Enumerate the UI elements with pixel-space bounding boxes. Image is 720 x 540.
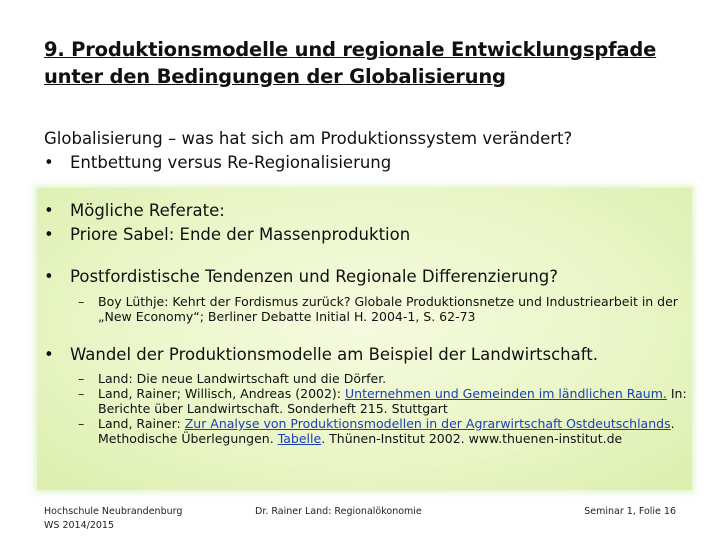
footer-institution-name: Hochschule Neubrandenburg bbox=[44, 506, 183, 517]
intro-bullet bbox=[44, 151, 694, 175]
slide-title: 9. Produktionsmodelle und regionale Entwicklungspfade unter den Bedingungen der Globalisierung bbox=[44, 38, 657, 88]
list-item bbox=[44, 223, 694, 247]
footer-semester: WS 2014/2015 bbox=[44, 520, 114, 531]
sub-list bbox=[78, 371, 694, 446]
intro-question: Globalisierung – was hat sich am Produktionssystem verändert? bbox=[44, 129, 573, 148]
sub-item-text: Land: Die neue Landwirtschaft und die Dörfer. bbox=[98, 371, 387, 386]
citation-suffix: In: Berichte über Landwirtschaft. Sonderheft 215. Stuttgart bbox=[98, 386, 687, 416]
list-item bbox=[44, 265, 694, 289]
dash-icon: – bbox=[78, 371, 85, 386]
footer-author: Dr. Rainer Land: Regionalökonomie bbox=[255, 506, 422, 517]
bullet-icon: • bbox=[44, 153, 54, 172]
link-unternehmen-gemeinden[interactable]: Unternehmen und Gemeinden im ländlichen Raum. bbox=[345, 386, 667, 401]
item-priore-sabel: Priore Sabel: Ende der Massenproduktion bbox=[70, 225, 411, 244]
sub-item-text bbox=[98, 416, 675, 446]
sub-item-land-willisch bbox=[78, 386, 694, 416]
sub-list bbox=[78, 294, 694, 324]
bullet-icon: • bbox=[44, 345, 54, 364]
sub-item-land-doerfer bbox=[78, 371, 694, 386]
footer-slide-number: Seminar 1, Folie 16 bbox=[584, 506, 676, 517]
item-referate: Mögliche Referate: bbox=[70, 201, 225, 220]
bullet-icon: • bbox=[44, 225, 54, 244]
list-item bbox=[44, 343, 694, 367]
citation-suffix: . Thünen-Institut 2002. www.thuenen-institut.de bbox=[321, 431, 623, 446]
highlight-box-content bbox=[44, 199, 694, 446]
list-item bbox=[44, 199, 694, 223]
bullet-icon: • bbox=[44, 267, 54, 286]
dash-icon: – bbox=[78, 294, 85, 309]
item-postfordismus: Postfordistische Tendenzen und Regionale Differenzierung? bbox=[70, 267, 559, 286]
link-tabelle[interactable]: Tabelle bbox=[277, 431, 322, 446]
citation-middle: . Methodische Überlegungen. bbox=[98, 416, 675, 446]
intro-section bbox=[44, 127, 694, 175]
intro-bullet-text: Entbettung versus Re-Regionalisierung bbox=[70, 153, 392, 172]
sub-item-land-analyse bbox=[78, 416, 694, 446]
bullet-icon: • bbox=[44, 201, 54, 220]
citation-prefix: Land, Rainer: bbox=[98, 416, 185, 431]
sub-item-luethje bbox=[78, 294, 694, 324]
dash-icon: – bbox=[78, 386, 85, 401]
sub-item-text: Boy Lüthje: Kehrt der Fordismus zurück? Globale Produktionsnetze und Industriearbeit in der „New Economy“; Berliner Debatte Initial H. 2004-1, S. 62-73 bbox=[98, 294, 678, 324]
footer-institution bbox=[44, 505, 182, 533]
item-landwirtschaft: Wandel der Produktionsmodelle am Beispiel der Landwirtschaft. bbox=[70, 345, 598, 364]
dash-icon: – bbox=[78, 416, 85, 431]
citation-prefix: Land, Rainer; Willisch, Andreas (2002): bbox=[98, 386, 345, 401]
sub-item-text bbox=[98, 386, 687, 416]
link-analyse-produktionsmodelle[interactable]: Zur Analyse von Produktionsmodellen in der Agrarwirtschaft Ostdeutschlands bbox=[184, 416, 671, 431]
